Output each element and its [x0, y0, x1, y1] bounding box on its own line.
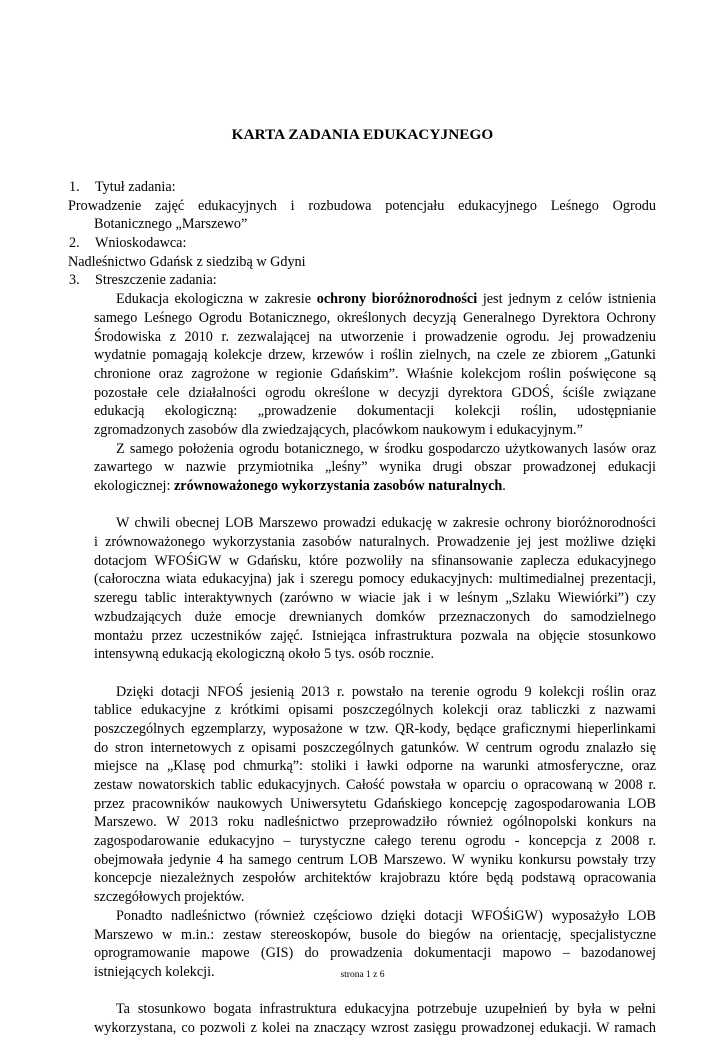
text-line: (całoroczna wiata edukacyjna) jak i szeregu pomocy edukacyjnych: multimedialnej prezentacji, — [94, 571, 656, 588]
text-line: Botanicznego „Marszewo” — [94, 216, 248, 233]
text-line: Środowiska z 2010 r. zezwalającej na utworzenie i prowadzenie ogrodu. Jej prowadzeniu — [94, 328, 656, 345]
section-1-number: 1. — [69, 179, 80, 195]
text-line: edukacją ekologiczną: „prowadzenie dokumentacji kolekcji roślin, udostępnianie — [94, 403, 656, 420]
text-line: Dzięki dotacji NFOŚ jesienią 2013 r. powstało na terenie ogrodu 9 kolekcji roślin oraz — [116, 683, 656, 700]
section-2-label: Wnioskodawca: — [95, 235, 187, 252]
paragraph — [68, 1000, 656, 1037]
text-line: Marszewo w m.in.: zestaw stereoskopów, busole do biegów na orientację, specjalistyczne — [94, 926, 656, 943]
text-line: zagospodarowanie edukacyjno – turystyczne całego terenu ogrodu - koncepcja z 2008 r. — [94, 833, 656, 850]
text-line: Z samego położenia ogrodu botanicznego, w środku gospodarczo użytkowanych lasów oraz — [116, 440, 656, 457]
text-run: ekologicznej: — [94, 478, 174, 494]
paragraph — [68, 440, 656, 477]
paragraph — [68, 907, 656, 963]
text-line: wykorzystana, co pozwoli z kolei na znaczący wzrost zasięgu prowadzonej edukacji. W ramach — [94, 1019, 656, 1036]
text-line: zgromadzonych zasobów dla zwiedzających, placówkom naukowym i edukacyjnym.” — [94, 421, 583, 438]
text-line: dotacjom WFOŚiGW w Gdańsku, które pozwoliły na sfinansowanie zaplecza edukacyjnego — [94, 552, 656, 569]
text-line: tablice edukacyjne z krótkimi opisami poszczególnych kolekcji oraz tabliczki z nazwami — [94, 702, 656, 719]
document-body — [68, 178, 656, 1038]
section-3-heading — [68, 271, 656, 290]
text-line: obejmowała jedynie 4 ha samego centrum LOB Marszewo. W wyniku konkursu powstały trzy — [94, 851, 656, 868]
text-run: Edukacja ekologiczna w zakresie — [116, 291, 317, 308]
text-line: samego Leśnego Ogrodu Botanicznego, określonych decyzją Generalnego Dyrektora Ochrony — [94, 309, 656, 326]
paragraph-gap — [68, 496, 656, 515]
paragraph — [68, 290, 656, 421]
text-line: przez pracowników naukowych Uniwersytetu Gdańskiego koncepcję zagospodarowania LOB — [94, 795, 656, 812]
section-1-label: Tytuł zadania: — [95, 179, 176, 195]
text-run: jest jednym z celów istnienia — [477, 291, 656, 308]
section-2-value: Nadleśnictwo Gdańsk z siedzibą w Gdyni — [68, 253, 306, 270]
text-line: zestaw nowatorskich tablic edukacyjnych. Całość powstała w oparciu o opracowaną w 2008 r. — [94, 777, 656, 793]
text-line: pozostałe cele działalności ogrodu określone w decyzji dyrektora GDOŚ, ściśle związane — [94, 384, 656, 401]
text-line: poszczególnych egzemplarzy, wyposażone w tzw. QR-kody, będące graficznymi hieperlinkami — [94, 720, 656, 737]
text-run: . — [502, 478, 506, 494]
text-line: szeregu tablic interaktywnych (zarówno w wiacie jak i w leśnym „Szlaku Wiewiórki”) czy — [94, 590, 656, 607]
page-footer: strona 1 z 6 — [340, 970, 385, 980]
bold-phrase: zrównoważonego wykorzystania zasobów naturalnych — [173, 478, 503, 494]
text-line: Ponadto nadleśnictwo (również częściowo dzięki dotacji WFOŚiGW) wyposażyło LOB — [116, 907, 656, 924]
text-line: miejsce na „Klasę pod chmurką”: stoliki i ławki odporne na warunki atmosferyczne, oraz — [94, 758, 656, 775]
page-title: KARTA ZADANIA EDUKACYJNEGO — [231, 126, 494, 143]
text-line — [68, 477, 656, 496]
paragraph — [68, 514, 656, 645]
section-1-value — [68, 197, 656, 216]
text-line: koncepcje niezależnych zespołów architektów krajobrazu które będą podstawą opracowania — [94, 870, 656, 887]
text-line: szczegółowych projektów. — [94, 889, 245, 906]
text-line — [68, 290, 656, 309]
paragraph — [68, 683, 656, 889]
section-1-heading — [68, 178, 656, 197]
paragraph-gap — [68, 982, 656, 1001]
section-2-number: 2. — [69, 235, 80, 252]
text-line: chronione oraz zagrożone w regionie Gdańskim”. Właśnie kolekcjom roślin poświęcone są — [94, 365, 656, 382]
text-line: W chwili obecnej LOB Marszewo prowadzi edukację w zakresie ochrony bioróżnorodności — [116, 515, 656, 532]
section-3-label: Streszczenie zadania: — [95, 272, 217, 289]
text-line: do stron internetowych z opisami poszczególnych gatunków. W centrum ogrodu znalazło się — [94, 739, 656, 756]
text-line: istniejących kolekcji. — [94, 963, 215, 980]
text-line: Marszewo. W 2013 roku nadleśnictwo przeprowadziło również ogólnopolski konkurs na — [94, 814, 656, 831]
text-line: montażu przez uczestników zajęć. Istniejąca infrastruktura pozwala na objęcie stosunkowo — [94, 627, 656, 644]
bold-phrase: ochrony bioróżnorodności — [316, 291, 478, 308]
text-line: Prowadzenie zajęć edukacyjnych i rozbudowa potencjału edukacyjnego Leśnego Ogrodu — [68, 197, 656, 214]
paragraph-gap — [68, 664, 656, 683]
text-line: i zrównoważonego wykorzystania zasobów naturalnych. Prowadzenie jej jest możliwe dzięki — [94, 534, 656, 551]
text-line: Ta stosunkowo bogata infrastruktura edukacyjna potrzebuje uzupełnień by była w pełni — [116, 1001, 656, 1018]
text-line: wzbudzających duże emocje drewnianych domków przeznaczonych do samodzielnego — [94, 608, 656, 625]
text-line: wydatnie pomagają kolekcje drzew, krzewów i roślin zielnych, na czele ze zbiorem „Gatunki — [94, 347, 656, 364]
section-2-heading — [68, 234, 656, 253]
text-line: zawartego w nazwie przymiotnika „leśny” wynika drugi obszar prowadzonej edukacji — [94, 459, 656, 476]
section-3-number: 3. — [69, 272, 80, 289]
text-line: intensywną edukacją ekologiczną około 5 tys. osób rocznie. — [94, 646, 435, 663]
text-line: oprogramowanie mapowe (GIS) do prowadzenia dokumentacji mapowo – bazodanowej — [94, 945, 656, 962]
